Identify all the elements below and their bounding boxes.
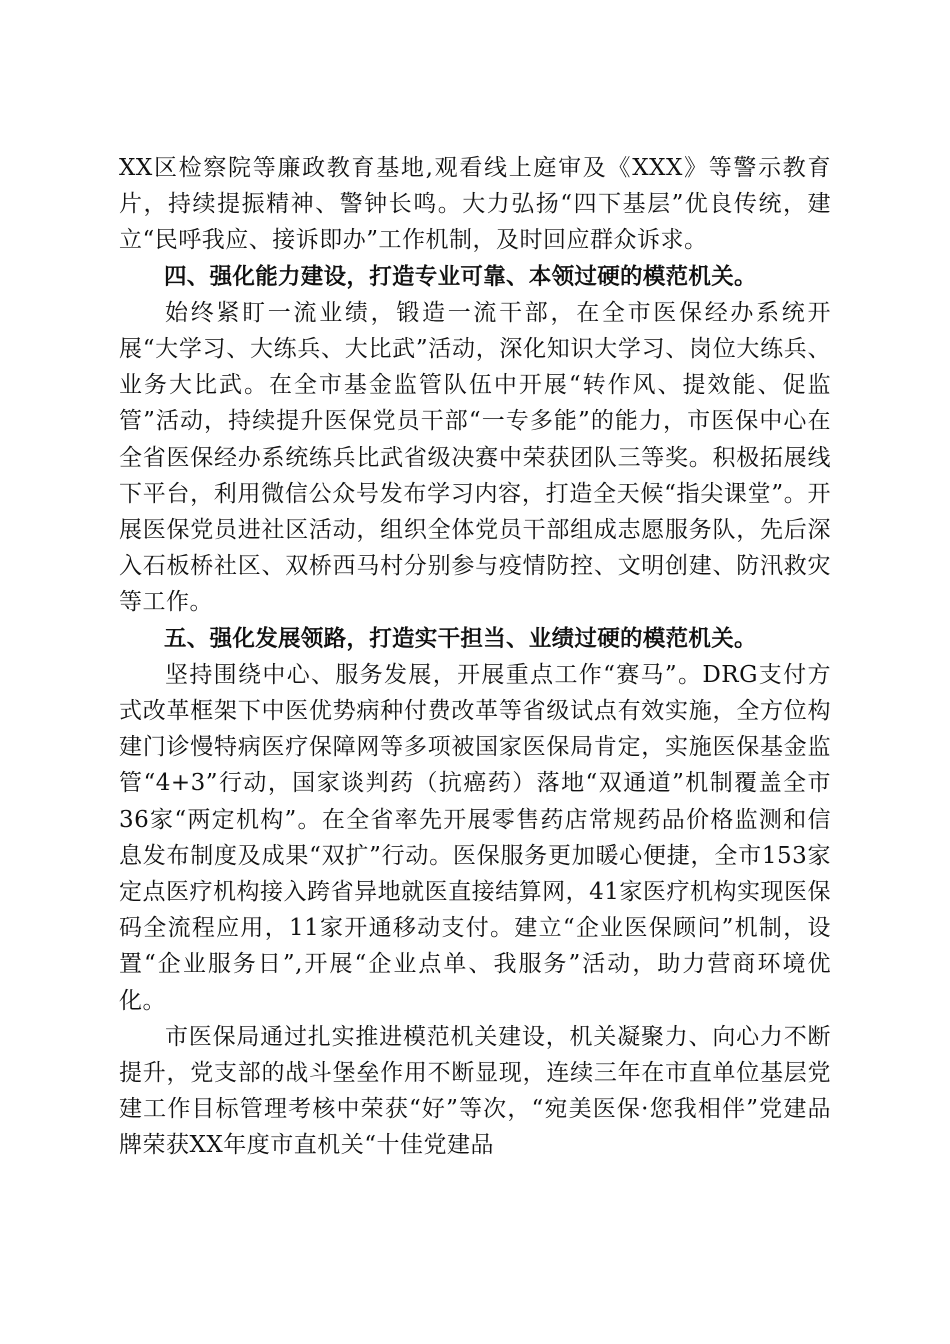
paragraph-continuation: XX区检察院等廉政教育基地,观看线上庭审及《XXX》等警示教育片，持续提振精神、警钟长鸣。大力弘扬“四下基层”优良传统，建立“民呼我应、接诉即办”工作机制，及时回应群众诉求。 xyxy=(119,155,831,254)
section-heading-5: 五、强化发展领路，打造实干担当、业绩过硬的模范机关。 xyxy=(164,625,757,652)
paragraph-section-5: 坚持围绕中心、服务发展，开展重点工作“赛马”。DRG支付方式改革框架下中医优势病种付费改革等省级试点有效实施，全方位构建门诊慢特病医疗保障网等多项被国家医保局肯定，实施医保基金监管“4+3”行动，国家谈判药（抗癌药）落地“双通道”机制覆盖全市36家“两定机构”。在全省率先开展零售药店常规药品价格监测和信息发布制度及成果“双扩”行动。医保服务更加暖心便捷，全市153家定点医疗机构接入跨省异地就医直接结算网，41家医疗机构实现医保码全流程应用，11家开通移动支付。建立“企业医保顾问”机制，设置“企业服务日”,开展“企业点单、我服务”活动，助力营商环境优化。 xyxy=(119,661,831,1014)
document-body xyxy=(119,150,831,1164)
section-heading-4: 四、强化能力建设，打造专业可靠、本领过硬的模范机关。 xyxy=(164,263,757,290)
paragraph-section-4: 始终紧盯一流业绩，锻造一流干部，在全市医保经办系统开展“大学习、大练兵、大比武”活动，深化知识大学习、岗位大练兵、业务大比武。在全市基金监管队伍中开展“转作风、提效能、促监管”活动，持续提升医保党员干部“一专多能”的能力，市医保中心在全省医保经办系统练兵比武省级决赛中荣获团队三等奖。积极拓展线下平台，利用微信公众号发布学习内容，打造全天候“指尖课堂”。开展医保党员进社区活动，组织全体党员干部组成志愿服务队，先后深入石板桥社区、双桥西马村分别参与疫情防控、文明创建、防汛救灾等工作。 xyxy=(119,299,831,616)
paragraph-summary: 市医保局通过扎实推进模范机关建设，机关凝聚力、向心力不断提升，党支部的战斗堡垒作用不断显现，连续三年在市直单位基层党建工作目标管理考核中荣获“好”等次，“宛美医保·您我相伴”党建品牌荣获XX年度市直机关“十佳党建品 xyxy=(119,1023,831,1159)
